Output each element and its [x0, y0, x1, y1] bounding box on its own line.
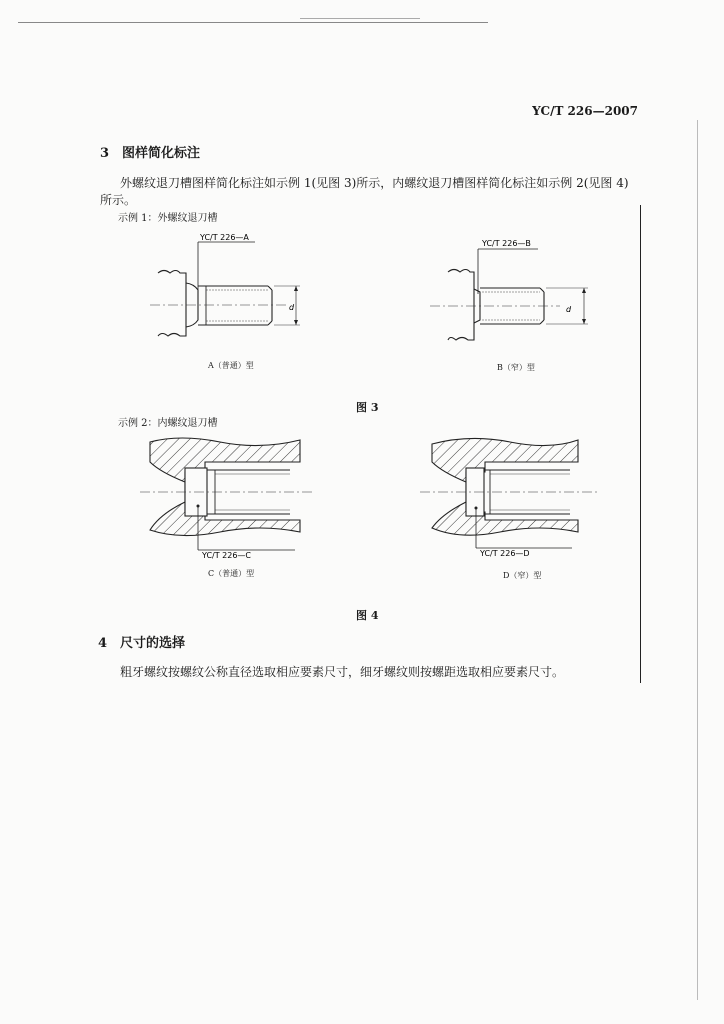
figure-3-title: 图 3: [356, 401, 379, 414]
figure-c-tag: YC/T 226—C: [202, 551, 252, 560]
section-3-para-line2: 所示。: [100, 193, 137, 207]
standard-number: YC/T 226—2007: [532, 104, 638, 118]
scan-top-line: [18, 22, 488, 23]
figure-c-drawing: [140, 432, 320, 560]
figure-b-caption: B（窄）型: [497, 363, 535, 372]
figure-a-drawing: [150, 228, 315, 350]
figure-a-dim: d: [289, 303, 295, 312]
figure-b-dim: d: [566, 305, 572, 314]
scan-top-line-2: [300, 18, 420, 19]
figure-a-tag: YC/T 226—A: [200, 233, 249, 242]
figure-d-tag: YC/T 226—D: [480, 549, 530, 558]
section-4-para: 粗牙螺纹按螺纹公称直径选取相应要素尺寸，细牙螺纹则按螺距选取相应要素尺寸。: [120, 665, 565, 679]
section-3-para-line1: 外螺纹退刀槽图样简化标注如示例 1(见图 3)所示，内螺纹退刀槽图样简化标注如示例 2(见图 4): [120, 176, 629, 190]
section-3-title: 3 图样简化标注: [100, 146, 201, 161]
page-edge-line: [697, 120, 698, 1000]
figure-a-caption: A（普通）型: [208, 361, 254, 370]
figure-c-caption: C（普通）型: [208, 569, 255, 578]
example-2-label: 示例 2：内螺纹退刀槽: [118, 418, 218, 429]
figure-d-caption: D（窄）型: [503, 571, 542, 580]
margin-line-right: [640, 205, 641, 683]
figure-4-title: 图 4: [356, 609, 379, 622]
figure-b-tag: YC/T 226—B: [482, 239, 531, 248]
section-4-title: 4 尺寸的选择: [98, 636, 186, 651]
example-1-label: 示例 1：外螺纹退刀槽: [118, 213, 218, 224]
figure-d-drawing: [420, 432, 602, 560]
figure-b-drawing: [430, 232, 600, 350]
